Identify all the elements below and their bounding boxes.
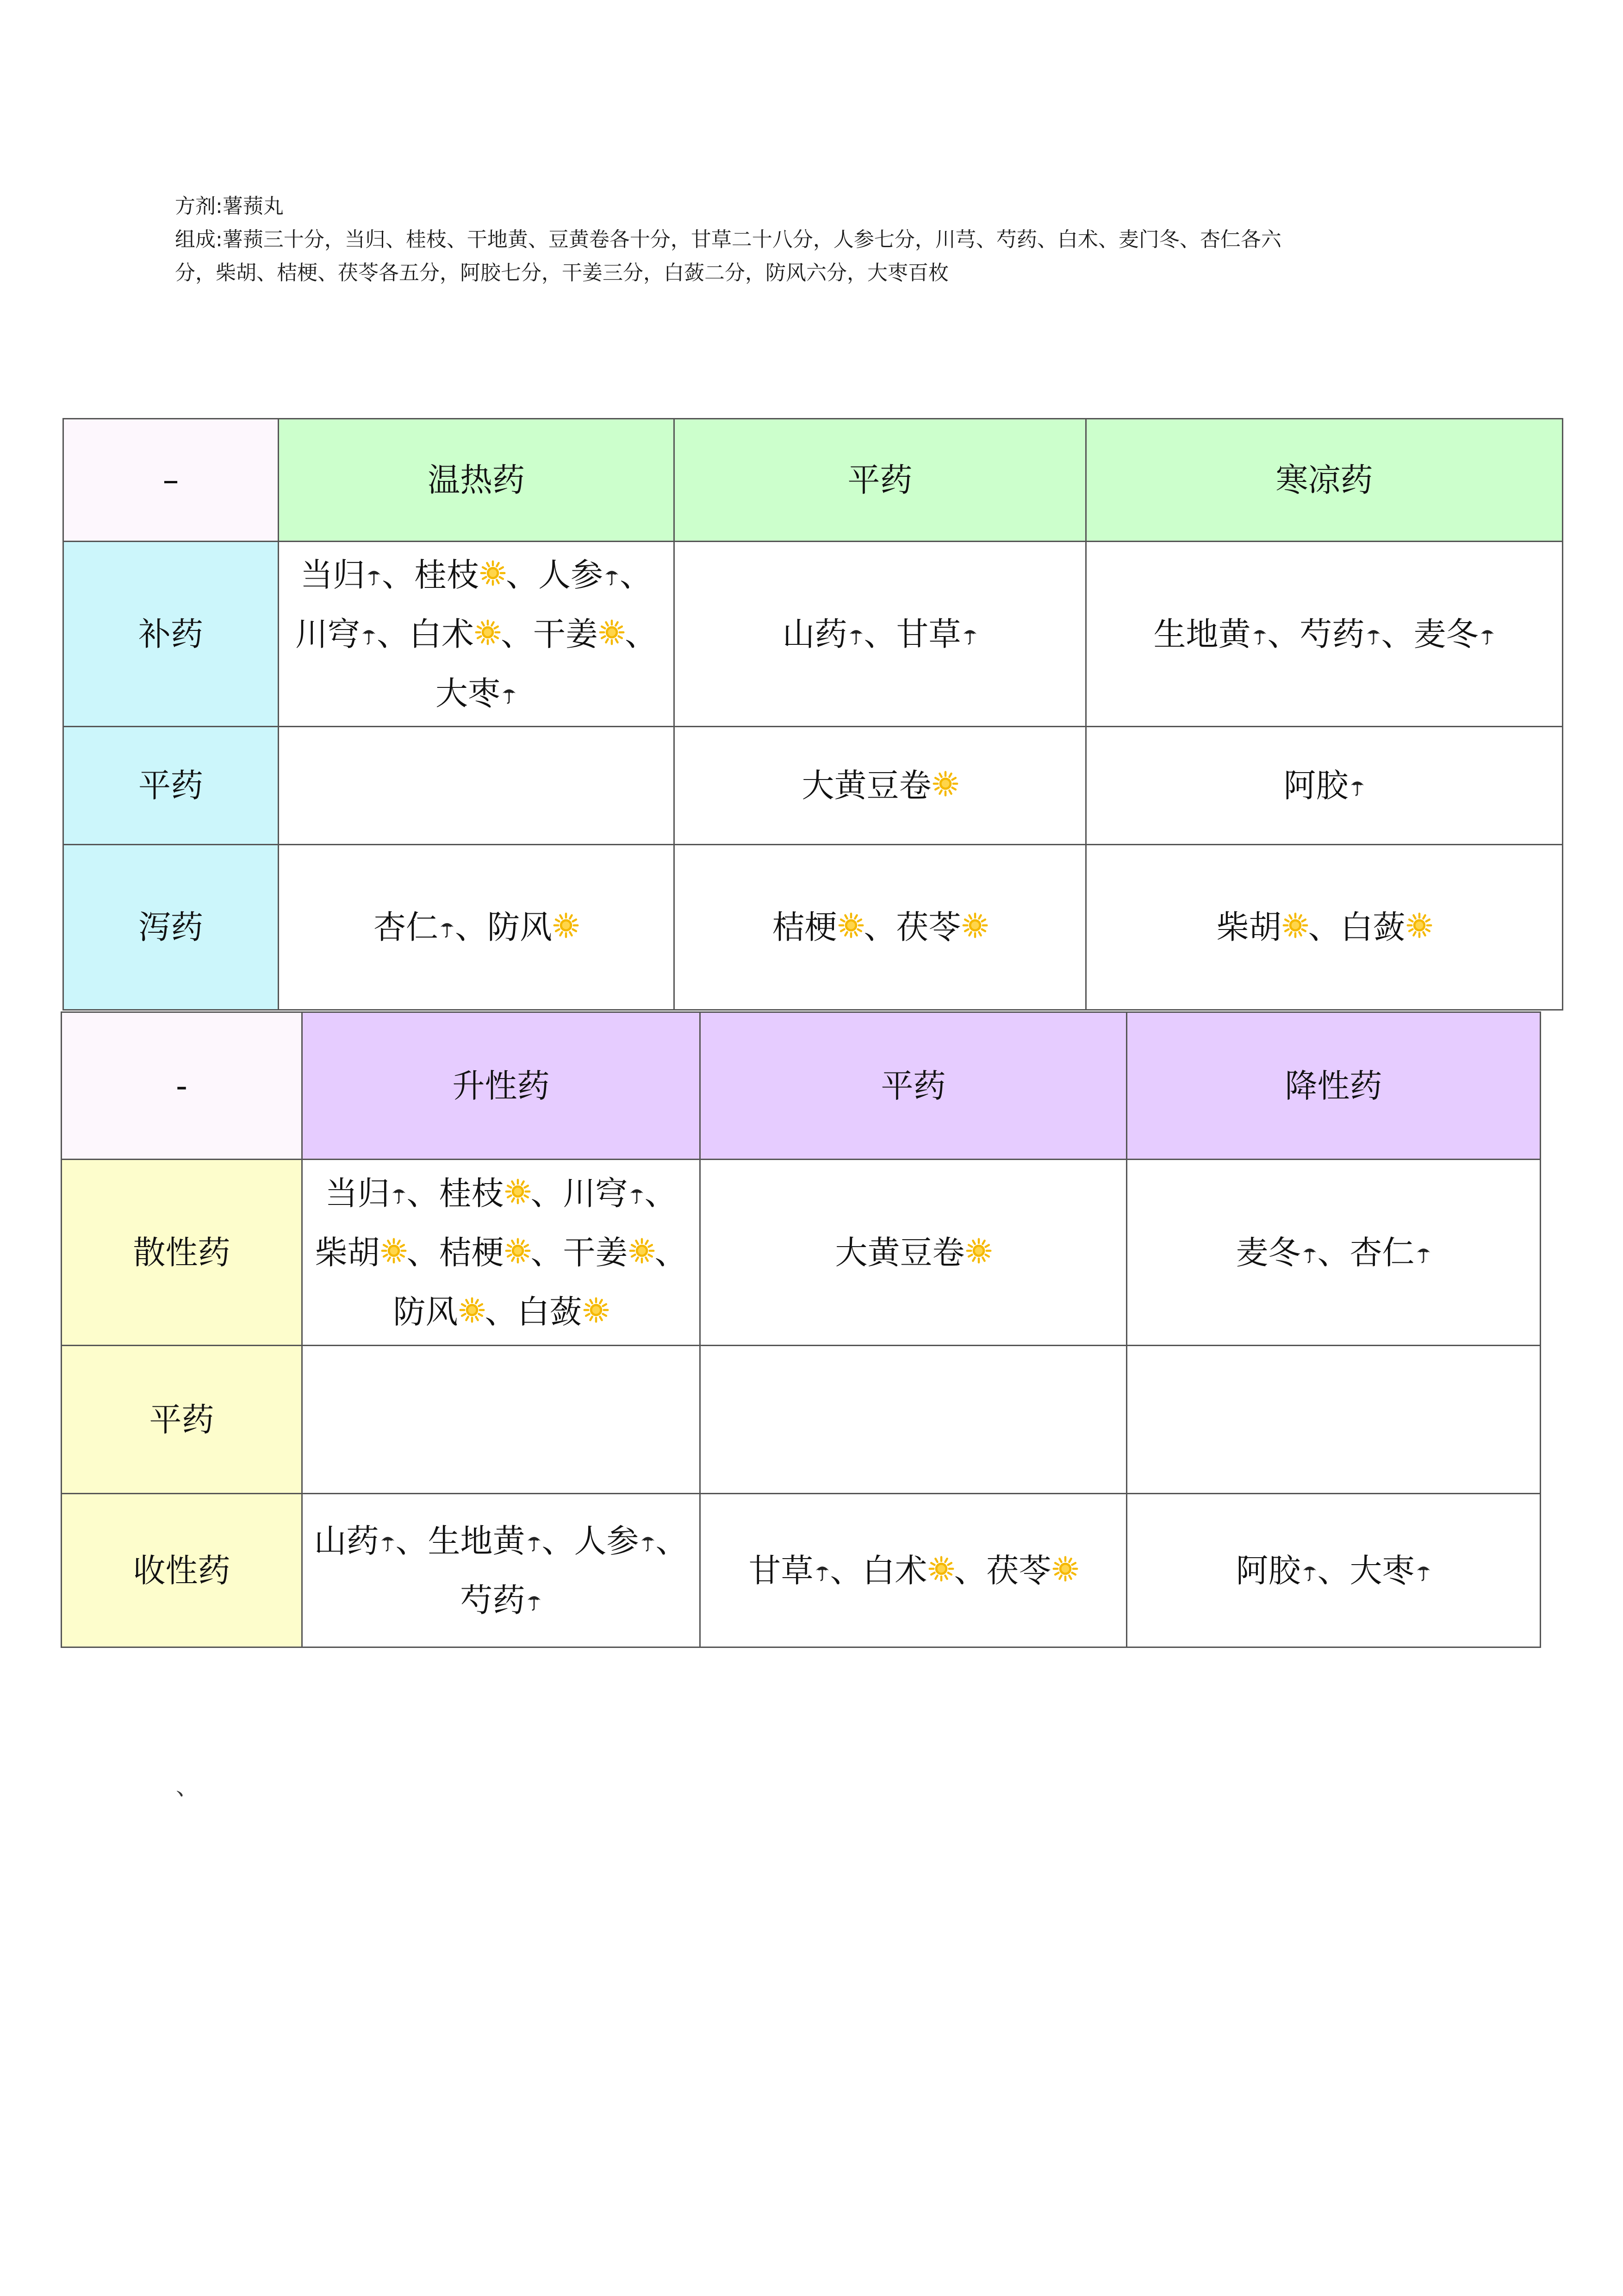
umbrella-icon (380, 1534, 396, 1552)
table1-cell (279, 542, 674, 727)
table1-col-header-cold: 寒凉药 (1086, 419, 1563, 542)
herb-name: 干姜 (563, 1233, 628, 1272)
herb-name: 山药 (314, 1522, 379, 1560)
herb-name: 干姜 (533, 615, 598, 653)
umbrella-icon (439, 920, 455, 938)
umbrella-icon (1416, 1245, 1431, 1264)
table1-row-header-neutral: 平药 (63, 727, 279, 845)
herb-name: 防风 (393, 1292, 458, 1331)
herb-name: 麦冬 (1413, 615, 1479, 653)
table2-row-header-neutral: 平药 (62, 1346, 302, 1494)
table1-col-header-neutral: 平药 (674, 419, 1086, 542)
sun-icon (475, 619, 501, 645)
herb-name: 白术 (862, 1551, 927, 1590)
separator: 、 (1317, 1551, 1350, 1590)
table1-row-header-tonify: 补药 (63, 542, 279, 727)
herb-item (315, 1234, 439, 1272)
herb-item (428, 1522, 574, 1560)
formula-name: 方剂:薯蓣丸 (175, 194, 284, 218)
sun-icon (1052, 1556, 1078, 1582)
herb-item (1236, 1552, 1350, 1590)
herb-name: 生地黄 (1153, 615, 1251, 653)
table1-cell (1086, 845, 1563, 1010)
separator: 、 (485, 1292, 517, 1331)
sun-icon (505, 1238, 531, 1264)
table2-cell (302, 1160, 700, 1346)
herb-item (772, 908, 896, 946)
umbrella-icon (962, 627, 978, 645)
herb-item (409, 615, 533, 653)
table1-cell (674, 727, 1086, 845)
herb-item (300, 556, 414, 594)
herb-item (460, 1581, 542, 1619)
property-table-direction (61, 1011, 1541, 1648)
herb-name: 川穹 (295, 615, 360, 653)
table2-row-header-dispersing: 散性药 (62, 1160, 302, 1346)
herb-item (835, 1234, 992, 1272)
herb-name: 柴胡 (315, 1233, 380, 1272)
table2-cell (1127, 1494, 1541, 1647)
herb-item (1350, 1552, 1431, 1590)
herb-name: 桔梗 (772, 908, 837, 946)
sun-icon (966, 1238, 992, 1264)
separator: 、 (954, 1551, 987, 1590)
sun-icon (480, 560, 506, 586)
herb-item (1236, 1234, 1350, 1272)
herb-name: 当归 (325, 1174, 390, 1212)
separator: 、 (830, 1551, 863, 1590)
table1-row-header-drain: 泻药 (63, 845, 279, 1010)
umbrella-icon (848, 627, 864, 645)
herb-name: 大黄豆卷 (835, 1233, 965, 1272)
umbrella-icon (366, 568, 382, 586)
herb-item (439, 1234, 563, 1272)
separator: 、 (620, 555, 652, 594)
separator: 、 (382, 555, 414, 594)
herb-item (435, 674, 517, 712)
sun-icon (583, 1297, 609, 1323)
herb-item (783, 615, 896, 653)
sun-icon (381, 1238, 407, 1264)
herb-name: 大枣 (1349, 1551, 1415, 1590)
umbrella-icon (1349, 778, 1365, 797)
herb-item (1284, 767, 1365, 805)
table2-col-header-neutral: 平药 (700, 1012, 1127, 1160)
herb-name: 人参 (574, 1522, 639, 1560)
table2-cell (700, 1160, 1127, 1346)
table2-cell (1127, 1160, 1541, 1346)
formula-header (175, 190, 1452, 290)
herb-name: 桂枝 (414, 555, 479, 594)
herb-name: 芍药 (460, 1581, 525, 1619)
herb-item (1154, 615, 1300, 653)
composition-line-2: 分，柴胡、桔梗、茯苓各五分，阿胶七分，干姜三分，白蔹二分，防风六分，大枣百枚 (175, 261, 949, 285)
umbrella-icon (629, 1186, 645, 1204)
umbrella-icon (640, 1534, 656, 1552)
separator: 、 (395, 1522, 428, 1560)
separator: 、 (1381, 615, 1414, 653)
herb-item (1341, 908, 1432, 946)
sun-icon (933, 771, 958, 797)
separator: 、 (1308, 908, 1341, 946)
herb-item (896, 908, 988, 946)
herb-name: 芍药 (1300, 615, 1365, 653)
table2-cell (302, 1346, 700, 1494)
separator: 、 (455, 908, 487, 946)
herb-name: 白术 (409, 615, 474, 653)
herb-item (393, 1293, 517, 1331)
herb-name: 白蔹 (517, 1292, 582, 1331)
herb-name: 麦冬 (1236, 1233, 1301, 1272)
table2-cell (1127, 1346, 1541, 1494)
herb-name: 白蔹 (1340, 908, 1405, 946)
table2-corner: - (62, 1012, 302, 1160)
table1-cell (674, 845, 1086, 1010)
umbrella-icon (526, 1534, 542, 1552)
table1-cell (1086, 542, 1563, 727)
herb-name: 桂枝 (439, 1174, 504, 1212)
table2-cell (302, 1494, 700, 1647)
herb-item (487, 908, 579, 946)
herb-item (314, 1522, 428, 1560)
sun-icon (629, 1238, 655, 1264)
sun-icon (505, 1179, 531, 1204)
herb-name: 桔梗 (439, 1233, 504, 1272)
table1-cell (1086, 727, 1563, 845)
herb-name: 阿胶 (1236, 1551, 1301, 1590)
herb-name: 生地黄 (428, 1522, 525, 1560)
separator: 、 (377, 615, 409, 653)
sun-icon (928, 1556, 954, 1582)
sun-icon (1282, 912, 1308, 938)
separator: 、 (625, 615, 657, 653)
separator: 、 (1317, 1233, 1350, 1272)
herb-item (863, 1552, 987, 1590)
herb-item (533, 615, 657, 653)
table2-cell (700, 1346, 1127, 1494)
umbrella-icon (1302, 1245, 1318, 1264)
separator: 、 (864, 908, 896, 946)
umbrella-icon (815, 1563, 830, 1582)
herb-item (749, 1552, 863, 1590)
umbrella-icon (1480, 627, 1495, 645)
herb-item (295, 615, 409, 653)
separator: 、 (506, 555, 538, 594)
footer-mark: 、 (176, 1773, 199, 1800)
umbrella-icon (361, 627, 377, 645)
herb-name: 杏仁 (1349, 1233, 1415, 1272)
separator: 、 (1267, 615, 1300, 653)
separator: 、 (541, 1522, 574, 1560)
herb-name: 山药 (782, 615, 847, 653)
herb-item (517, 1293, 609, 1331)
table1-col-header-warm: 温热药 (279, 419, 674, 542)
sun-icon (599, 619, 625, 645)
table2-cell (700, 1494, 1127, 1647)
separator: 、 (864, 615, 896, 653)
herb-item (802, 767, 958, 805)
herb-name: 川穹 (563, 1174, 628, 1212)
table1-cell (279, 845, 674, 1010)
herb-item (325, 1174, 439, 1212)
umbrella-icon (391, 1186, 407, 1204)
table1-cell (279, 727, 674, 845)
property-table-temperature (62, 418, 1563, 1011)
umbrella-icon (1416, 1563, 1431, 1582)
table2-row-header-astringing: 收性药 (62, 1494, 302, 1647)
umbrella-icon (1252, 627, 1268, 645)
sun-icon (962, 912, 988, 938)
separator: 、 (501, 615, 533, 653)
herb-name: 茯苓 (986, 1551, 1051, 1590)
herb-name: 茯苓 (896, 908, 961, 946)
herb-name: 大黄豆卷 (802, 767, 932, 805)
sun-icon (838, 912, 864, 938)
umbrella-icon (1366, 627, 1381, 645)
separator: 、 (655, 1522, 688, 1560)
herb-item (896, 615, 978, 653)
herb-item (538, 556, 652, 594)
herb-item (439, 1174, 563, 1212)
umbrella-icon (501, 686, 517, 705)
umbrella-icon (604, 568, 620, 586)
herb-item (574, 1522, 688, 1560)
umbrella-icon (526, 1593, 542, 1611)
herb-item (414, 556, 538, 594)
sun-icon (1406, 912, 1432, 938)
separator: 、 (530, 1174, 563, 1212)
herb-item (1217, 908, 1341, 946)
herb-item (987, 1552, 1078, 1590)
table1-corner: – (63, 419, 279, 542)
table2-col-header-descending: 降性药 (1127, 1012, 1541, 1160)
herb-item (1300, 615, 1414, 653)
herb-name: 大枣 (435, 674, 500, 712)
herb-name: 当归 (300, 555, 365, 594)
herb-name: 柴胡 (1216, 908, 1281, 946)
separator: 、 (530, 1233, 563, 1272)
herb-name: 阿胶 (1283, 767, 1349, 805)
table2-col-header-ascending: 升性药 (302, 1012, 700, 1160)
sun-icon (459, 1297, 485, 1323)
separator: 、 (406, 1233, 439, 1272)
herb-name: 甘草 (896, 615, 961, 653)
herb-name: 甘草 (748, 1551, 814, 1590)
herb-item (563, 1174, 677, 1212)
herb-item (563, 1234, 687, 1272)
herb-item (1414, 615, 1495, 653)
herb-name: 防风 (487, 908, 552, 946)
separator: 、 (644, 1174, 677, 1212)
composition-line-1: 组成:薯蓣三十分，当归、桂枝、干地黄、豆黄卷各十分，甘草二十八分，人参七分，川芎、芍药、白术、麦门冬、杏仁各六 (175, 228, 1281, 251)
separator: 、 (406, 1174, 439, 1212)
herb-name: 人参 (538, 555, 603, 594)
herb-name: 杏仁 (373, 908, 438, 946)
separator: 、 (654, 1233, 687, 1272)
herb-item (373, 908, 487, 946)
sun-icon (553, 912, 579, 938)
herb-item (1350, 1234, 1431, 1272)
table1-cell (674, 542, 1086, 727)
umbrella-icon (1302, 1563, 1318, 1582)
